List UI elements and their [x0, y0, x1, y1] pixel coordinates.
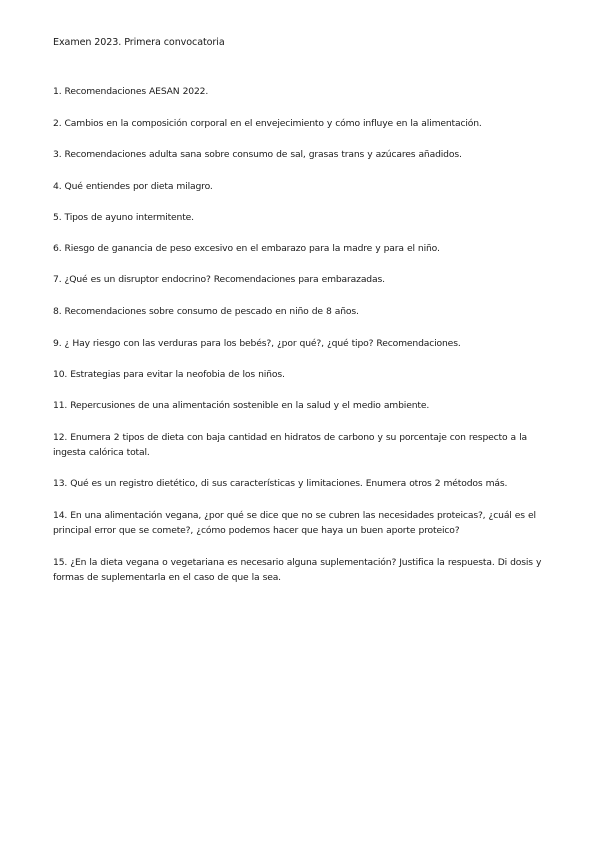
question-13: 13. Qué es un registro dietético, di sus características y limitaciones. Enumera otros 2 métodos más. — [53, 478, 508, 489]
question-7: 7. ¿Qué es un disruptor endocrino? Recomendaciones para embarazadas. — [53, 274, 385, 285]
document-title: Examen 2023. Primera convocatoria — [53, 37, 225, 48]
question-9: 9. ¿ Hay riesgo con las verduras para los bebés?, ¿por qué?, ¿qué tipo? Recomendaciones. — [53, 338, 461, 349]
question-6: 6. Riesgo de ganancia de peso excesivo en el embarazo para la madre y para el niño. — [53, 243, 440, 254]
question-14: 14. En una alimentación vegana, ¿por qué se dice que no se cubren las necesidades proteicas?, ¿cuál es el principal error que se comete?, ¿cómo podemos hacer que haya un buen aporte proteico? — [53, 510, 536, 536]
question-10: 10. Estrategias para evitar la neofobia de los niños. — [53, 369, 285, 380]
question-15: 15. ¿En la dieta vegana o vegetariana es necesario alguna suplementación? Justifica la respuesta. Di dosis y formas de suplementarla en el caso de que la sea. — [53, 557, 542, 583]
question-8: 8. Recomendaciones sobre consumo de pescado en niño de 8 años. — [53, 306, 359, 317]
question-4: 4. Qué entiendes por dieta milagro. — [53, 181, 213, 192]
question-12: 12. Enumera 2 tipos de dieta con baja cantidad en hidratos de carbono y su porcentaje con respecto a la ingesta calórica total. — [53, 432, 527, 458]
question-11: 11. Repercusiones de una alimentación sostenible en la salud y el medio ambiente. — [53, 400, 430, 411]
question-3: 3. Recomendaciones adulta sana sobre consumo de sal, grasas trans y azúcares añadidos. — [53, 149, 462, 160]
question-5: 5. Tipos de ayuno intermitente. — [53, 212, 194, 223]
question-2: 2. Cambios en la composición corporal en el envejecimiento y cómo influye en la alimentación. — [53, 118, 482, 129]
question-1: 1. Recomendaciones AESAN 2022. — [53, 86, 209, 97]
